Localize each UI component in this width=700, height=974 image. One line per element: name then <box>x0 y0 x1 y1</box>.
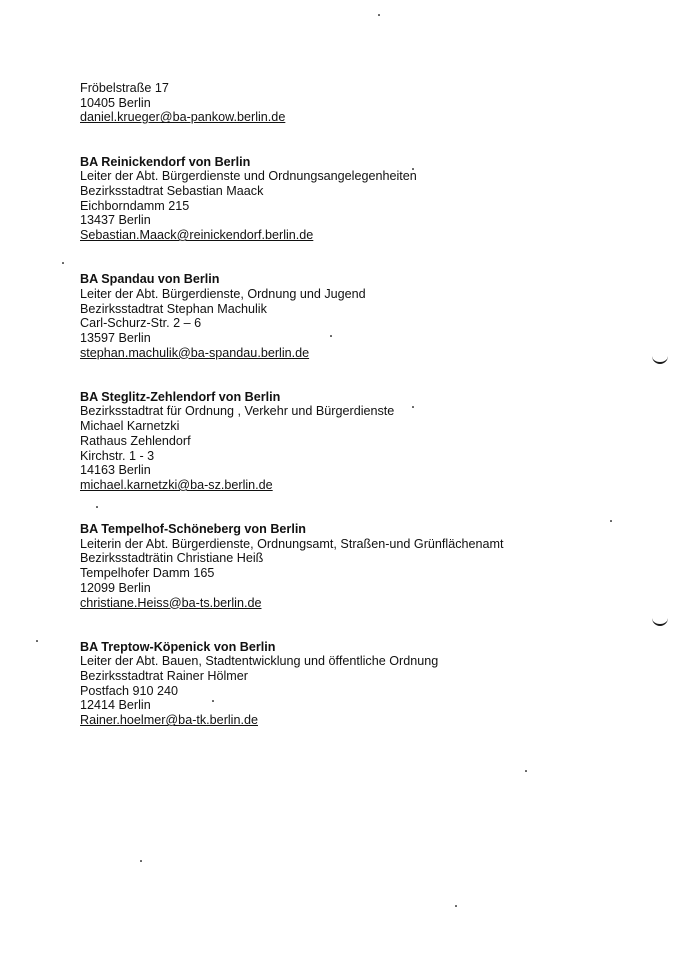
address-line: Bezirksstadtrat Stephan Machulik <box>80 301 267 316</box>
email-link[interactable]: daniel.krueger@ba-pankow.berlin.de <box>80 110 286 125</box>
address-block-tempelhof-schoeneberg <box>80 522 640 610</box>
address-line: Leiter der Abt. Bauen, Stadtentwicklung und öffentliche Ordnung <box>80 654 439 669</box>
address-block-reinickendorf <box>80 155 640 243</box>
address-line: Bezirksstadträtin Christiane Heiß <box>80 551 264 566</box>
scan-speck <box>330 335 332 337</box>
scan-speck <box>378 14 380 16</box>
address-line: 14163 Berlin <box>80 463 151 478</box>
scan-speck <box>412 168 414 170</box>
street-line: Fröbelstraße 17 <box>80 81 169 95</box>
address-line: 13437 Berlin <box>80 213 151 228</box>
scan-speck <box>140 860 142 862</box>
office-title: BA Reinickendorf von Berlin <box>80 154 251 169</box>
address-line: Bezirksstadtrat Sebastian Maack <box>80 183 264 198</box>
scan-speck <box>525 770 527 772</box>
address-block-treptow-koepenick <box>80 640 640 728</box>
address-line: Eichborndamm 215 <box>80 198 190 213</box>
address-line: Leiterin der Abt. Bürgerdienste, Ordnungsamt, Straßen-und Grünflächenamt <box>80 536 504 551</box>
email-link[interactable]: stephan.machulik@ba-spandau.berlin.de <box>80 345 310 360</box>
scan-speck <box>62 262 64 264</box>
address-line: Michael Karnetzki <box>80 419 180 434</box>
address-line: 13597 Berlin <box>80 330 151 345</box>
punch-mark <box>652 616 668 626</box>
office-title: BA Tempelhof-Schöneberg von Berlin <box>80 522 307 537</box>
scan-speck <box>455 905 457 907</box>
address-line: Rathaus Zehlendorf <box>80 433 191 448</box>
address-line: Bezirksstadtrat für Ordnung , Verkehr und Bürgerdienste <box>80 404 395 419</box>
address-line: 12414 Berlin <box>80 698 151 713</box>
address-line: Bezirksstadtrat Rainer Hölmer <box>80 669 248 684</box>
address-list <box>80 81 640 728</box>
city-line: 10405 Berlin <box>80 95 151 110</box>
scan-speck <box>212 700 214 702</box>
address-line: 12099 Berlin <box>80 580 151 595</box>
scan-speck <box>412 406 414 408</box>
punch-mark <box>652 354 668 364</box>
office-title: BA Spandau von Berlin <box>80 272 220 287</box>
scan-speck <box>36 640 38 642</box>
email-link[interactable]: michael.karnetzki@ba-sz.berlin.de <box>80 477 273 492</box>
address-line: Kirchstr. 1 - 3 <box>80 448 155 463</box>
address-line: Leiter der Abt. Bürgerdienste und Ordnungsangelegenheiten <box>80 169 417 184</box>
address-block-spandau <box>80 272 640 360</box>
address-block-steglitz-zehlendorf <box>80 390 640 493</box>
office-title: BA Treptow-Köpenick von Berlin <box>80 639 276 654</box>
address-line: Carl-Schurz-Str. 2 – 6 <box>80 316 202 331</box>
email-link[interactable]: Sebastian.Maack@reinickendorf.berlin.de <box>80 228 314 243</box>
address-line: Tempelhofer Damm 165 <box>80 566 215 581</box>
scan-speck <box>610 520 612 522</box>
email-link[interactable]: Rainer.hoelmer@ba-tk.berlin.de <box>80 713 258 728</box>
email-link[interactable]: christiane.Heiss@ba-ts.berlin.de <box>80 595 262 610</box>
scan-speck <box>96 506 98 508</box>
address-block-continued <box>80 81 640 125</box>
address-line: Leiter der Abt. Bürgerdienste, Ordnung und Jugend <box>80 286 366 301</box>
office-title: BA Steglitz-Zehlendorf von Berlin <box>80 389 281 404</box>
address-line: Postfach 910 240 <box>80 683 179 698</box>
